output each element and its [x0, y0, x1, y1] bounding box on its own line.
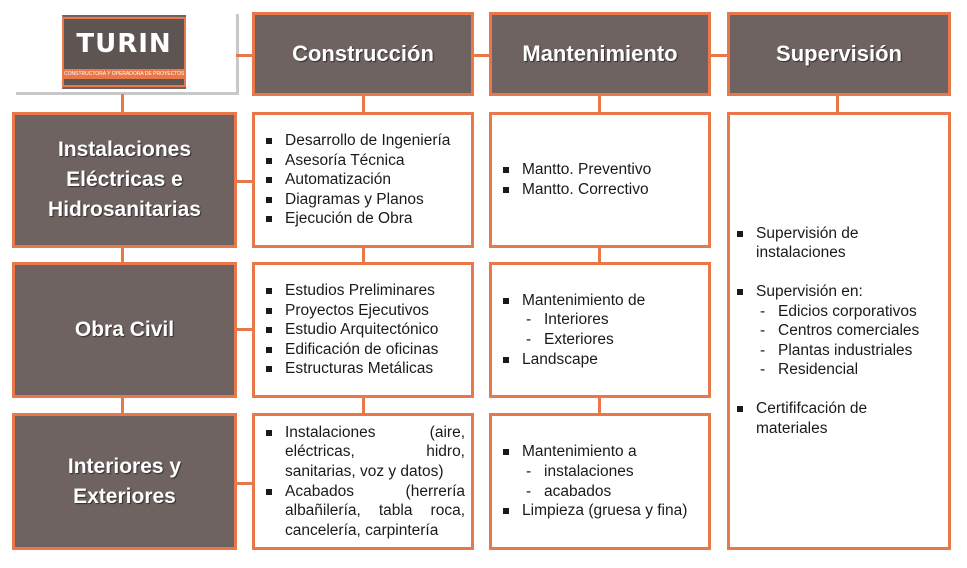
list-item: Estudio Arquitectónico	[263, 320, 465, 340]
connector-v-c2-b	[598, 247, 601, 263]
row-header-line: Obra Civil	[74, 318, 175, 341]
list-item: Mantto. Correctivo	[500, 180, 702, 200]
bullet-list	[263, 281, 465, 379]
bullet-list	[263, 423, 465, 541]
sub-list-item: - Residencial	[734, 360, 942, 380]
bullet-list	[734, 224, 942, 438]
bullet-list	[263, 131, 465, 229]
logo-title: TURIN	[76, 29, 172, 59]
row-header-line: Instalaciones	[57, 138, 192, 161]
list-item: Edificación de oficinas	[263, 340, 465, 360]
list-item: Asesoría Técnica	[263, 151, 465, 171]
cell-mantenimiento-interiores	[489, 413, 711, 550]
list-item: Mantenimiento de	[500, 291, 702, 311]
cell-construccion-obra-civil	[252, 262, 474, 398]
list-item: Acabados (herrería albañilería, tabla roca, cancelería, carpintería	[263, 482, 465, 541]
column-header-label: Mantenimiento	[522, 41, 678, 66]
cell-mantenimiento-obra-civil	[489, 262, 711, 398]
row-header-line: Eléctricas e	[66, 168, 183, 191]
cell-construccion-interiores	[252, 413, 474, 550]
sub-list-item: - Edicios corporativos	[734, 302, 942, 322]
connector-v-c1-b	[362, 247, 365, 263]
list-item: Instalaciones (aire, eléctricas, hidro, sanitarias, voz y datos)	[263, 423, 465, 482]
cell-construccion-instalaciones	[252, 112, 474, 248]
cell-mantenimiento-instalaciones	[489, 112, 711, 248]
list-item: Proyectos Ejecutivos	[263, 301, 465, 321]
list-item: Certififcación de materiales	[734, 399, 942, 438]
list-item: Estudios Preliminares	[263, 281, 465, 301]
list-item: Supervisión en:	[734, 282, 942, 302]
list-item: Desarrollo de Ingeniería	[263, 131, 465, 151]
row-header-instalaciones	[12, 112, 237, 248]
logo-tagline: CONSTRUCTORA Y OPERADORA DE PROYECTOS	[64, 71, 184, 77]
column-header-mantenimiento	[489, 12, 711, 96]
connector-h-col3	[710, 54, 728, 57]
row-header-obra-civil	[12, 262, 237, 398]
list-item: Limpieza (gruesa y fina)	[500, 501, 702, 521]
list-item: Supervisión de instalaciones	[734, 224, 942, 263]
turin-logo	[18, 9, 238, 97]
column-header-label: Construcción	[292, 41, 434, 66]
column-header-label: Supervisión	[776, 41, 902, 66]
list-item: Diagramas y Planos	[263, 190, 465, 210]
cell-supervision	[727, 112, 951, 550]
bullet-list	[500, 442, 702, 520]
sub-list-item: - acabados	[500, 482, 702, 502]
list-item: Mantenimiento a	[500, 442, 702, 462]
list-item: Estructuras Metálicas	[263, 359, 465, 379]
connector-h-col2	[472, 54, 490, 57]
column-header-supervision	[727, 12, 951, 96]
sub-list-item: - Exteriores	[500, 330, 702, 350]
row-header-line: Hidrosanitarias	[48, 198, 201, 221]
column-header-construccion	[252, 12, 474, 96]
bullet-list	[500, 291, 702, 369]
row-header-line: Interiores y	[67, 454, 182, 478]
connector-logo-row1	[121, 94, 124, 114]
row-header-line: Exteriores	[73, 484, 176, 508]
list-item: Mantto. Preventivo	[500, 160, 702, 180]
sub-list-item: - instalaciones	[500, 462, 702, 482]
sub-list-item: - Plantas industriales	[734, 341, 942, 361]
row-header-interiores	[12, 413, 237, 550]
sub-list-item: - Centros comerciales	[734, 321, 942, 341]
list-item: Landscape	[500, 350, 702, 370]
list-item: Ejecución de Obra	[263, 209, 465, 229]
bullet-list	[500, 160, 702, 199]
sub-list-item: - Interiores	[500, 310, 702, 330]
list-item: Automatización	[263, 170, 465, 190]
